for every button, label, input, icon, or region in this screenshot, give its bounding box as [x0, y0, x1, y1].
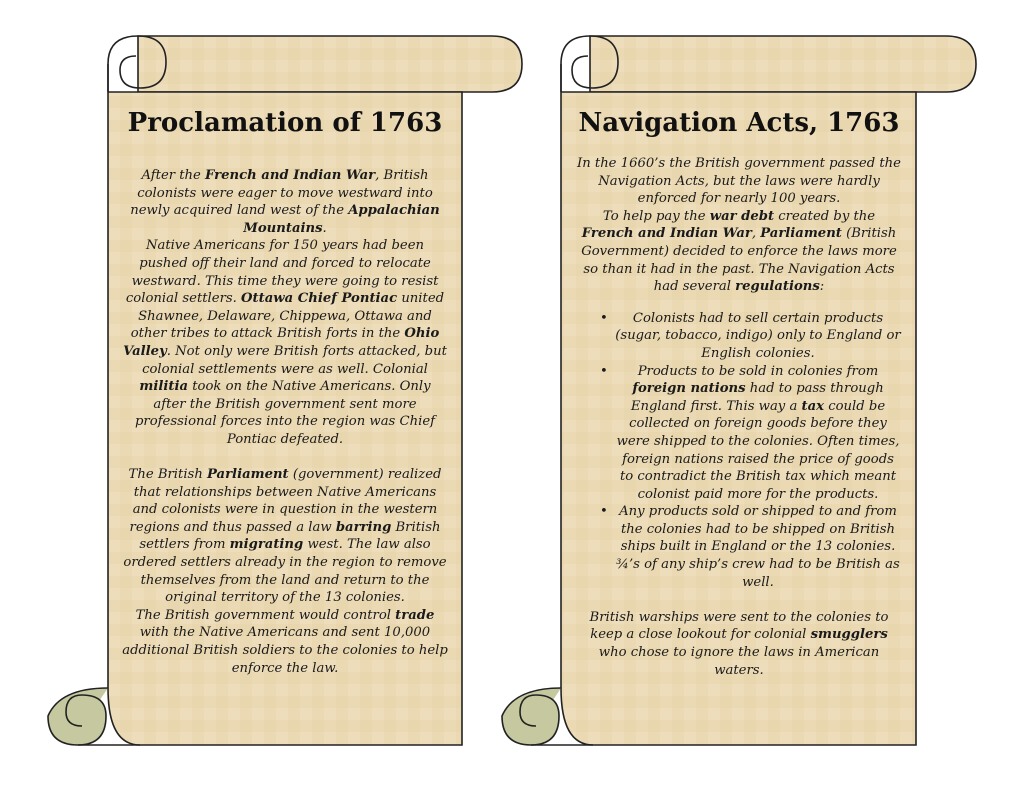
right-body — [576, 155, 902, 679]
bold-term: militia — [139, 379, 189, 395]
bold-term: regulations — [735, 279, 820, 295]
regulations-list — [576, 310, 902, 592]
bold-term: tax — [801, 398, 825, 414]
left-paragraph-1: After the French and Indian War, British colonists were eager to move westward into newly acquired land west of the Appalachian Mountains. — [130, 168, 440, 236]
right-title: Navigation Acts, 1763 — [578, 108, 900, 138]
bold-term: war debt — [709, 208, 775, 224]
bold-term: smugglers — [810, 627, 888, 643]
left-title: Proclamation of 1763 — [127, 108, 443, 138]
bold-term: French and Indian War — [581, 226, 752, 242]
left-paragraph-2: Native Americans for 150 years had been pushed off their land and forced to relocate westward. This time they were going to resist colonial settlers. Ottawa Chief Pontiac united Shawnee, Delaware, Chippewa, Ottawa and other tribes to attack British forts in the Ohio Valley. Not only were British forts attacked, but colonial settlements were as well. Colonial militia took on the Native Americans. Only after the British government sent more professional forces into the region was Chief Pontiac defeated. — [123, 238, 447, 447]
bold-term: Ottawa Chief Pontiac — [241, 291, 398, 307]
bullet-icon: • — [600, 363, 608, 379]
regulation-item: • Colonists had to sell certain products (sugar, tobacco, indigo) only to England or English colonies. — [600, 310, 901, 361]
bold-term: Appalachian Mountains — [243, 203, 440, 236]
bold-term: French and Indian War — [205, 168, 376, 183]
bullet-icon: • — [600, 504, 608, 520]
bullet-icon: • — [600, 310, 608, 326]
right-paragraph-2: To help pay the war debt created by the French and Indian War, Parliament (British Government) decided to enforce the laws more so than it had in the past. The Navigation Acts had several regulations: — [581, 208, 897, 295]
left-paragraph-3: The British Parliament (government) realized that relationships between Native Americans and colonists were in question in the western regions and thus passed a law barring British settlers from migrating west. The law also ordered settlers already in the region to remove themselves from the land and return to the original territory of the 13 colonies. — [123, 467, 447, 606]
bold-term: Parliament — [760, 226, 842, 242]
regulation-item: • Products to be sold in colonies from foreign nations had to pass through England first. This way a tax could be collected on foreign goods before they were shipped to the colonies. Often times, foreign nations raised the price of goods to contradict the British tax which meant colonist paid more for the products. — [600, 363, 900, 502]
bold-term: Ohio Valley — [123, 326, 440, 359]
bold-term: barring — [335, 519, 392, 535]
right-paragraph-1: In the 1660’s the British government passed the Navigation Acts, but the laws were hardly enforced for nearly 100 years. — [577, 156, 901, 207]
regulation-item: • Any products sold or shipped to and from the colonies had to be shipped on British ships built in England or the 13 colonies. ¾’s of any ship’s crew had to be British as well. — [600, 504, 900, 590]
bold-term: Parliament — [207, 467, 289, 483]
bold-term: foreign nations — [632, 381, 746, 397]
bold-term: migrating — [229, 537, 304, 553]
right-paragraph-3: British warships were sent to the colonies to keep a close lookout for colonial smugglers who chose to ignore the laws in American waters. — [589, 609, 889, 678]
bold-term: trade — [395, 607, 435, 623]
left-paragraph-4: The British government would control trade with the Native Americans and sent 10,000 additional British soldiers to the colonies to help enforce the law. — [122, 607, 448, 676]
